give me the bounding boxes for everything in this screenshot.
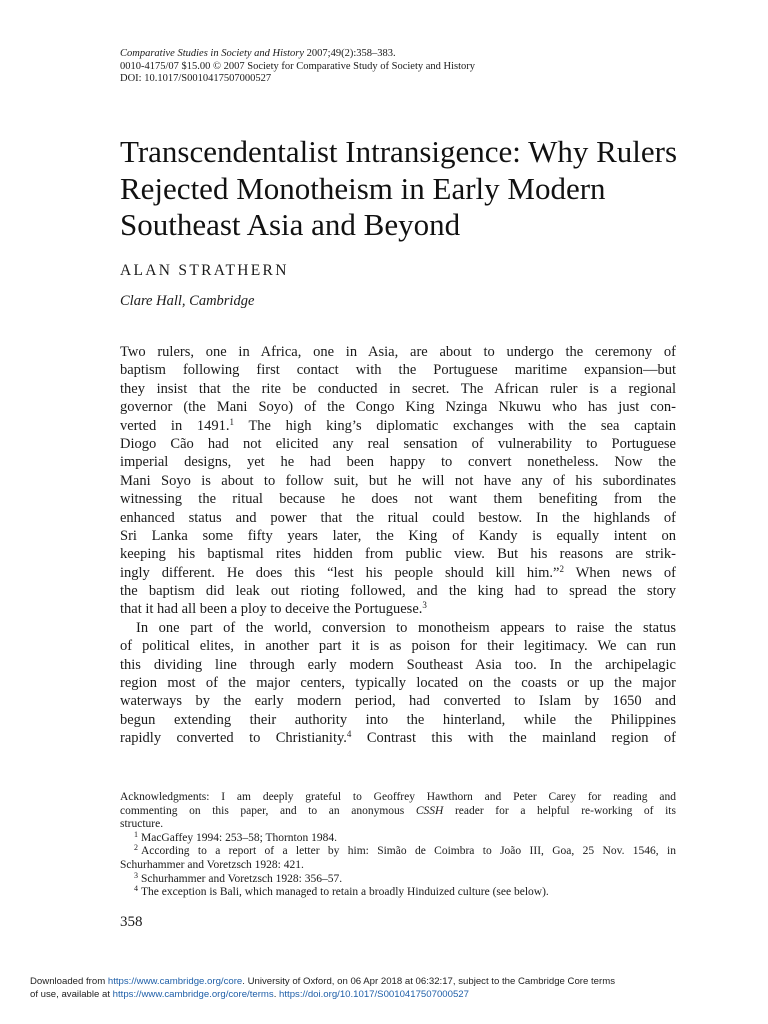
footnote-4 [120, 886, 676, 900]
body-text-segment: that it had all been a ploy to deceive the Portuguese. [120, 601, 423, 618]
download-text: of use, available at [30, 988, 113, 1000]
footnote-number: 1 [134, 829, 138, 839]
cambridge-core-link[interactable]: https://www.cambridge.org/core [107, 976, 243, 987]
acknowledgments-text: reader for a helpful re-working of its [443, 804, 676, 817]
journal-name: Comparative Studies in Society and History [120, 48, 305, 59]
body-line: enhanced status and power that the ritual could bestow. In the highlands of [120, 509, 676, 526]
body-text [120, 343, 676, 748]
body-line: of political elites, in another part it is as poison for their legitimacy. We can run [120, 638, 676, 655]
acknowledgments-line: Acknowledgments: I am deeply grateful to Geoffrey Hawthorn and Peter Carey for reading and [120, 791, 676, 803]
footnote-1 [120, 829, 676, 846]
journal-abbreviation: CSSH [415, 804, 444, 817]
body-line [120, 600, 676, 618]
download-text: Downloaded from [30, 976, 108, 987]
footnote-number: 4 [134, 884, 138, 894]
body-line: imperial designs, yet he had been happy to convert nonetheless. Now the [120, 454, 676, 471]
body-line [120, 417, 676, 435]
body-text-segment: verted in 1491. [120, 417, 230, 434]
footnote-text: The exception is Bali, which managed to retain a broadly Hinduized culture (see below). [141, 886, 549, 899]
download-banner [30, 976, 738, 1001]
footnotes [120, 791, 676, 900]
footnote-number: 2 [134, 843, 138, 853]
body-line: baptism following first contact with the Portuguese maritime expansion—but [120, 362, 676, 379]
body-text-segment: When news of [563, 564, 676, 581]
footnote-text: MacGaffey 1994: 253–58; Thornton 1984. [141, 831, 338, 844]
footnote-2-continued: Schurhammer and Voretzsch 1928: 421. [120, 858, 304, 871]
body-text-segment: rapidly converted to Christianity. [120, 730, 347, 747]
body-line: Mani Soyo is about to follow suit, but he will not have any of his subordinates [120, 472, 676, 489]
body-line: this dividing line through early modern Southeast Asia too. In the archipelagic [120, 656, 676, 673]
journal-citation-line [120, 48, 680, 61]
acknowledgments-line: structure. [120, 818, 164, 831]
body-line: begun extending their authority into the hinterland, while the Philippines [120, 711, 676, 728]
download-text: . [273, 988, 280, 1000]
body-line: witnessing the ritual because he does not want them benefiting from the [120, 491, 676, 508]
download-line-2 [30, 989, 738, 1002]
footnote-text: According to a report of a letter by him: Simão de Coimbra to João III, Goa, 25 Nov. 1546, in [141, 845, 676, 858]
body-line: governor (the Mani Soyo) of the Congo King Nzinga Nkuwu who has just con- [120, 399, 676, 416]
terms-link[interactable]: https://www.cambridge.org/core/terms [112, 988, 274, 1000]
body-line: Diogo Cão had not elicited any real sensation of vulnerability to Portuguese [120, 435, 676, 452]
footnote-number: 3 [134, 870, 138, 880]
page-number: 358 [120, 914, 143, 930]
acknowledgments-line [120, 805, 676, 819]
article-title: Transcendentalist Intransigence: Why Rulers Rejected Monotheism in Early Modern Southeast Asia and Beyond [120, 134, 678, 242]
footnote-text: Schurhammer and Voretzsch 1928: 356–57. [141, 872, 343, 885]
footnote-ref-4[interactable]: 4 [346, 729, 352, 740]
body-text-segment: Contrast this with the mainland region of [351, 730, 676, 747]
body-line: Two rulers, one in Africa, one in Asia, are about to undergo the ceremony of [120, 344, 676, 360]
body-line: waterways by the early modern period, had converted to Islam by 1650 and [120, 693, 676, 710]
author-name: ALAN STRATHERN [120, 262, 289, 279]
body-line: Sri Lanka some fifty years later, the King of Kandy is equally intent on [120, 527, 676, 544]
footnote-2 [120, 845, 676, 859]
body-line: region most of the major centers, typically located on the coasts or up the major [120, 675, 676, 692]
body-line [120, 564, 676, 582]
doi-link[interactable]: https://doi.org/10.1017/S0010417507000527 [279, 988, 469, 1000]
acknowledgments-text: commenting on this paper, and to an anonymous [120, 804, 416, 817]
download-text: . University of Oxford, on 06 Apr 2018 at 06:32:17, subject to the Cambridge Core terms [242, 976, 615, 987]
copyright-line: 0010-4175/07 $15.00 © 2007 Society for Comparative Study of Society and History [120, 60, 476, 72]
body-line: they insist that the rite be conducted in secret. The African ruler is a regional [120, 380, 676, 397]
body-line: the baptism did leak out rioting followed, and the king had to spread the story [120, 583, 676, 600]
journal-citation: 2007;49(2):358–383. [304, 48, 396, 59]
footnote-3 [120, 870, 676, 887]
footnote-ref-3[interactable]: 3 [422, 600, 427, 611]
body-text-segment: ingly different. He does this “lest his people should kill him.” [120, 564, 560, 581]
footnote-ref-1[interactable]: 1 [229, 416, 235, 427]
body-line: In one part of the world, conversion to monotheism appears to raise the status [136, 619, 676, 636]
author-affiliation: Clare Hall, Cambridge [120, 293, 255, 309]
download-line-1 [30, 976, 738, 989]
body-text-segment: The high king’s diplomatic exchanges with the sea captain [234, 417, 676, 434]
body-line: keeping his baptismal rites hidden from public view. But his reasons are strik- [120, 546, 676, 563]
journal-header [120, 48, 680, 86]
footnote-ref-2[interactable]: 2 [559, 563, 564, 574]
body-line [120, 729, 676, 747]
doi-line: DOI: 10.1017/S0010417507000527 [120, 73, 272, 84]
